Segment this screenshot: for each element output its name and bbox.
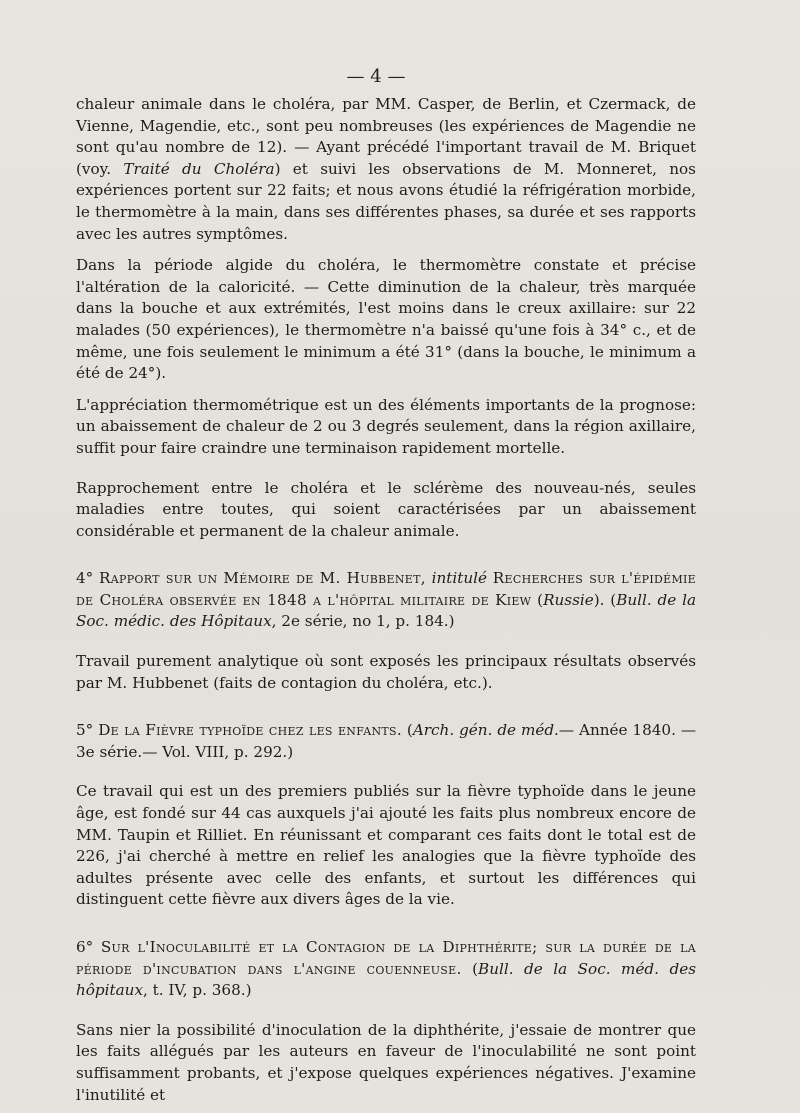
reference-title: Traité du Choléra <box>123 159 275 178</box>
section-5-body: Ce travail qui est un des premiers publiés sur la fièvre typhoïde dans le jeune âge, est fondé sur 44 cas auxquels j'ai ajouté les faits plus nombreux encore de MM. Taupin et Rilliet. En réunissant et comparant ces faits dont le total est de 226, j'ai cherché à mettre en relief les analogies que la fièvre typhoïde des adultes présente avec celle des enfants, et surtout les différences qui distinguent cette fièvre aux divers âges de la vie. <box>76 782 696 909</box>
section-4-body: Travail purement analytique où sont exposés les principaux résultats observés par M. Hubbenet (faits de contagion du choléra, etc.). <box>76 652 696 692</box>
paragraph-4: Rapprochement entre le choléra et le sclérème des nouveau-nés, seules maladies entre toutes, qui soient caractérisées par un abaissement considérable et permanent de la chaleur animale. <box>76 478 696 540</box>
paragraph-2: Dans la période algide du choléra, le thermomètre constate et précise l'altération de la caloricité. — Cette diminution de la chaleur, très marquée dans la bouche et aux extrémités, l'est moins dans le creux axillaire: sur 22 malades (50 expériences), le thermomètre n'a baissé qu'une fois à 34° c., et de même, une fois seulement le minimum a été 31° (dans la bouche, le minimum a été de 24°). <box>76 256 696 383</box>
section-6-body: Sans nier la possibilité d'inoculation de la diphthérite, j'essaie de montrer que les faits allégués par les auteurs en faveur de l'inoculabilité ne sont point suffisamment probants, et j'expose quelques expériences négatives. J'examine l'inutilité et <box>76 1020 696 1104</box>
section-5-heading: 5° De la Fièvre typhoïde chez les enfants. (Arch. gén. de méd.— Année 1840. — 3e série.— Vol. VIII, p. 292.) <box>76 721 697 761</box>
section-6-heading: 6° Sur l'Inoculabilité et la Contagion de la Diphthérite; sur la durée de la période d'incubation dans l'angine couenneuse. (Bull. de la Soc. méd. des hôpitaux, t. IV, p. 368.) <box>76 938 696 1000</box>
paragraph-1: chaleur animale dans le choléra, par MM. Casper, de Berlin, et Czermack, de Vienne, Magendie, etc., sont peu nombreuses (les expériences de Magendie ne sont qu'au nombre de 12). — Ayant précédé l'important travail de M. Briquet (voy. Traité du Choléra) et suivi les observations de M. Monneret, nos expériences portent sur 22 faits; et nous avons étudié la réfrigération morbide, le thermomètre à la main, dans ses différentes phases, sa durée et ses rapports avec les autres symptômes. <box>76 95 696 243</box>
section-4-heading: 4° Rapport sur un Mémoire de M. Hubbenet, intitulé Recherches sur l'épidémie de Choléra observée en 1848 a l'hôpital militaire de Kiew (Russie). (Bull. de la Soc. médic. des Hôpitaux, 2e série, no 1, p. 184.) <box>76 569 696 631</box>
page-content <box>76 94 696 1106</box>
paragraph-3: L'appréciation thermométrique est un des éléments importants de la prognose: un abaissement de chaleur de 2 ou 3 degrés seulement, dans la région axillaire, suffit pour faire craindre une terminaison rapidement mortelle. <box>76 395 696 457</box>
page-number: — 4 — <box>346 66 406 87</box>
